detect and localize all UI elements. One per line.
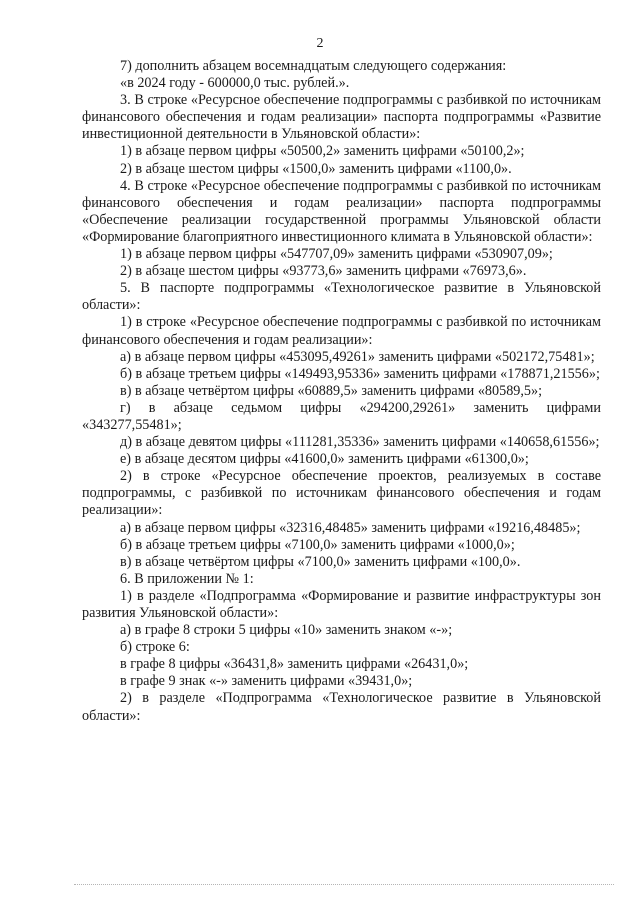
paragraph: в) в абзаце четвёртом цифры «7100,0» заменить цифрами «100,0». — [120, 553, 521, 570]
paragraph: 1) в абзаце первом цифры «547707,09» заменить цифрами «530907,09»; — [120, 246, 553, 263]
paragraph: е) в абзаце десятом цифры «41600,0» заменить цифрами «61300,0»; — [120, 451, 529, 468]
paragraph: б) в абзаце третьем цифры «149493,95336» заменить цифрами «178871,21556»; — [120, 365, 600, 382]
paragraph: б) в абзаце третьем цифры «7100,0» заменить цифрами «1000,0»; — [120, 536, 515, 553]
paragraph: «в 2024 году - 600000,0 тыс. рублей.». — [120, 75, 350, 92]
paragraph: 5. В паспорте подпрограммы «Технологическое развитие в Ульяновской области»: — [82, 280, 601, 314]
paragraph: а) в графе 8 строки 5 цифры «10» заменить знаком «-»; — [120, 622, 453, 639]
paragraph: а) в абзаце первом цифры «32316,48485» заменить цифрами «19216,48485»; — [120, 519, 581, 536]
paragraph: 2) в абзаце шестом цифры «1500,0» заменить цифрами «1100,0». — [120, 160, 512, 177]
paragraph: д) в абзаце девятом цифры «111281,35336» заменить цифрами «140658,61556»; — [120, 434, 600, 451]
paragraph: 2) в абзаце шестом цифры «93773,6» заменить цифрами «76973,6». — [120, 263, 527, 280]
paragraph: б) строке 6: — [120, 639, 190, 656]
scan-artifact-line — [74, 884, 614, 886]
paragraph: 4. В строке «Ресурсное обеспечение подпрограммы с разбивкой по источникам финансового обеспечения и годам реализации» паспорта подпрограммы «Обеспечение реализации государственной программы Ульяновской области «Формирование благоприятного инвестиционного климата в Ульяновской области»: — [82, 177, 601, 245]
paragraph: 7) дополнить абзацем восемнадцатым следующего содержания: — [120, 58, 507, 74]
paragraph: 3. В строке «Ресурсное обеспечение подпрограммы с разбивкой по источникам финансового обеспечения и годам реализации» паспорта подпрограммы «Развитие инвестиционной деятельности в Ульяновской области»: — [82, 92, 601, 143]
paragraph: в графе 8 цифры «36431,8» заменить цифрами «26431,0»; — [120, 656, 469, 673]
paragraph: в графе 9 знак «-» заменить цифрами «39431,0»; — [120, 673, 413, 690]
paragraph: г) в абзаце седьмом цифры «294200,29261» заменить цифрами «343277,55481»; — [82, 399, 601, 433]
paragraph: 2) в строке «Ресурсное обеспечение проектов, реализуемых в составе подпрограммы, с разбивкой по источникам финансового обеспечения и годам реализации»: — [82, 468, 601, 519]
paragraph: 2) в разделе «Подпрограмма «Технологическое развитие в Ульяновской области»: — [82, 690, 601, 724]
paragraph: в) в абзаце четвёртом цифры «60889,5» заменить цифрами «80589,5»; — [120, 382, 543, 399]
paragraph: 6. В приложении № 1: — [120, 570, 254, 587]
paragraph: а) в абзаце первом цифры «453095,49261» заменить цифрами «502172,75481»; — [120, 348, 595, 365]
paragraph: 1) в абзаце первом цифры «50500,2» заменить цифрами «50100,2»; — [120, 143, 525, 160]
paragraph: 1) в разделе «Подпрограмма «Формирование и развитие инфраструктуры зон развития Ульяновской области»: — [82, 587, 601, 621]
paragraph: 1) в строке «Ресурсное обеспечение подпрограммы с разбивкой по источникам финансового обеспечения и годам реализации»: — [82, 314, 601, 348]
page-number: 2 — [316, 36, 324, 51]
document-body — [82, 58, 601, 725]
